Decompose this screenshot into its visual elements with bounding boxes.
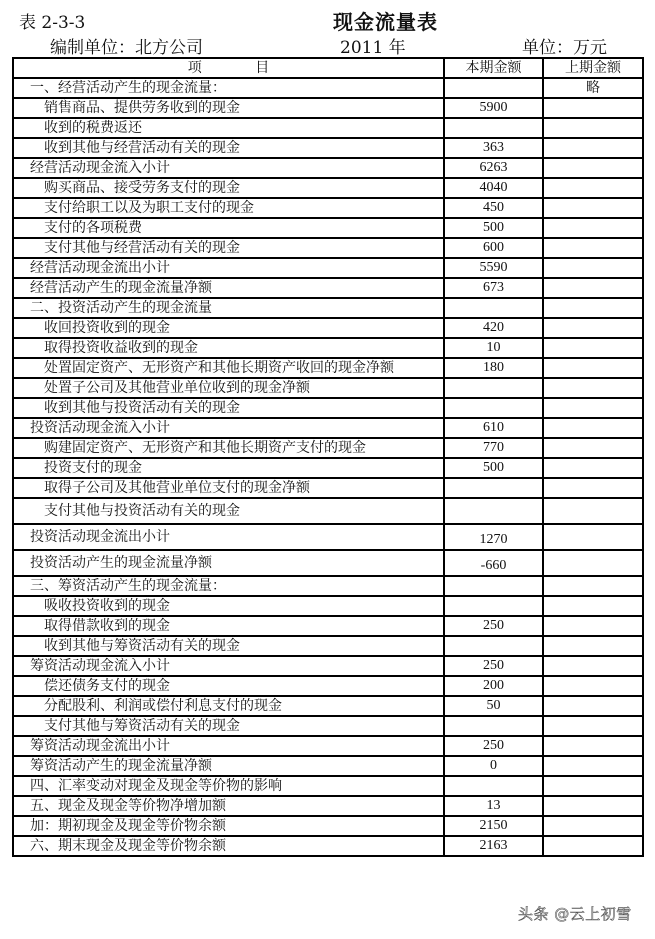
table-row — [13, 78, 643, 98]
row-previous-amount — [543, 218, 643, 238]
table-row — [13, 498, 643, 524]
row-item-label: 销售商品、提供劳务收到的现金 — [13, 98, 444, 118]
row-previous-amount — [543, 418, 643, 438]
row-item-label: 投资活动现金流出小计 — [13, 524, 444, 550]
table-row — [13, 258, 643, 278]
row-current-amount: 200 — [444, 676, 543, 696]
row-item-label: 筹资活动产生的现金流量净额 — [13, 756, 444, 776]
row-current-amount: 6263 — [444, 158, 543, 178]
row-item-label: 二、投资活动产生的现金流量 — [13, 298, 444, 318]
row-item-label: 支付的各项税费 — [13, 218, 444, 238]
row-previous-amount — [543, 776, 643, 796]
row-previous-amount — [543, 524, 643, 550]
row-item-label: 收到其他与投资活动有关的现金 — [13, 398, 444, 418]
row-item-label: 收到的税费返还 — [13, 118, 444, 138]
row-previous-amount — [543, 338, 643, 358]
table-row — [13, 550, 643, 576]
row-item-label: 投资支付的现金 — [13, 458, 444, 478]
row-previous-amount — [543, 836, 643, 856]
table-row — [13, 378, 643, 398]
table-row — [13, 676, 643, 696]
table-row — [13, 716, 643, 736]
row-item-label: 一、经营活动产生的现金流量： — [13, 78, 444, 98]
row-item-label: 购建固定资产、无形资产和其他长期资产支付的现金 — [13, 438, 444, 458]
watermark: 头条 @云上初雪 — [518, 905, 632, 923]
row-item-label: 分配股利、利润或偿付利息支付的现金 — [13, 696, 444, 716]
row-previous-amount — [543, 478, 643, 498]
table-row — [13, 524, 643, 550]
row-previous-amount — [543, 378, 643, 398]
table-row — [13, 438, 643, 458]
row-item-label: 筹资活动现金流入小计 — [13, 656, 444, 676]
row-previous-amount — [543, 676, 643, 696]
row-current-amount: 610 — [444, 418, 543, 438]
row-previous-amount — [543, 318, 643, 338]
row-item-label: 经营活动现金流入小计 — [13, 158, 444, 178]
table-row — [13, 776, 643, 796]
row-previous-amount — [543, 756, 643, 776]
row-previous-amount — [543, 576, 643, 596]
row-item-label: 三、筹资活动产生的现金流量： — [13, 576, 444, 596]
table-row — [13, 736, 643, 756]
table-row — [13, 338, 643, 358]
row-item-label: 投资活动现金流入小计 — [13, 418, 444, 438]
row-item-label: 加：期初现金及现金等价物余额 — [13, 816, 444, 836]
row-current-amount: 420 — [444, 318, 543, 338]
row-previous-amount — [543, 736, 643, 756]
row-previous-amount — [543, 298, 643, 318]
table-row — [13, 98, 643, 118]
row-current-amount: 13 — [444, 796, 543, 816]
table-row — [13, 238, 643, 258]
row-current-amount: 5900 — [444, 98, 543, 118]
table-row — [13, 616, 643, 636]
row-current-amount — [444, 636, 543, 656]
row-previous-amount — [543, 696, 643, 716]
row-current-amount: -660 — [444, 550, 543, 576]
table-row — [13, 278, 643, 298]
row-current-amount: 1270 — [444, 524, 543, 550]
row-previous-amount — [543, 238, 643, 258]
table-row — [13, 696, 643, 716]
row-current-amount: 600 — [444, 238, 543, 258]
table-row — [13, 298, 643, 318]
row-item-label: 五、现金及现金等价物净增加额 — [13, 796, 444, 816]
row-current-amount: 250 — [444, 656, 543, 676]
table-body — [13, 78, 643, 856]
row-previous-amount — [543, 178, 643, 198]
row-current-amount — [444, 78, 543, 98]
table-number: 表 2-3-3 — [19, 13, 86, 33]
row-previous-amount — [543, 458, 643, 478]
row-previous-amount — [543, 550, 643, 576]
row-item-label: 筹资活动现金流出小计 — [13, 736, 444, 756]
row-current-amount — [444, 398, 543, 418]
row-previous-amount — [543, 278, 643, 298]
row-current-amount: 50 — [444, 696, 543, 716]
table-row — [13, 816, 643, 836]
table-row — [13, 358, 643, 378]
row-current-amount — [444, 716, 543, 736]
row-item-label: 收到其他与经营活动有关的现金 — [13, 138, 444, 158]
row-previous-amount — [543, 616, 643, 636]
row-current-amount — [444, 378, 543, 398]
table-row — [13, 418, 643, 438]
row-current-amount — [444, 776, 543, 796]
row-previous-amount — [543, 258, 643, 278]
row-previous-amount — [543, 498, 643, 524]
row-current-amount: 4040 — [444, 178, 543, 198]
table-row — [13, 138, 643, 158]
table-row — [13, 576, 643, 596]
row-current-amount: 180 — [444, 358, 543, 378]
row-previous-amount — [543, 198, 643, 218]
row-current-amount: 250 — [444, 616, 543, 636]
row-current-amount — [444, 118, 543, 138]
table-header-row — [13, 58, 643, 78]
table-row — [13, 458, 643, 478]
row-previous-amount — [543, 816, 643, 836]
row-item-label: 收回投资收到的现金 — [13, 318, 444, 338]
row-item-label: 投资活动产生的现金流量净额 — [13, 550, 444, 576]
row-previous-amount — [543, 158, 643, 178]
currency-unit: 单位：万元 — [522, 38, 607, 58]
row-previous-amount — [543, 656, 643, 676]
row-previous-amount — [543, 398, 643, 418]
table-row — [13, 478, 643, 498]
row-current-amount: 500 — [444, 458, 543, 478]
row-item-label: 支付其他与经营活动有关的现金 — [13, 238, 444, 258]
row-current-amount: 500 — [444, 218, 543, 238]
row-previous-amount — [543, 98, 643, 118]
row-item-label: 取得借款收到的现金 — [13, 616, 444, 636]
table-row — [13, 398, 643, 418]
row-current-amount: 2163 — [444, 836, 543, 856]
table-row — [13, 158, 643, 178]
row-item-label: 六、期末现金及现金等价物余额 — [13, 836, 444, 856]
row-item-label: 支付给职工以及为职工支付的现金 — [13, 198, 444, 218]
row-item-label: 购买商品、接受劳务支付的现金 — [13, 178, 444, 198]
row-current-amount: 5590 — [444, 258, 543, 278]
table-row — [13, 318, 643, 338]
row-current-amount: 770 — [444, 438, 543, 458]
table-row — [13, 596, 643, 616]
row-current-amount — [444, 478, 543, 498]
table-row — [13, 178, 643, 198]
column-header-item: 项 目 — [13, 58, 444, 78]
column-header-current-amount: 本期金额 — [444, 58, 543, 78]
row-item-label: 经营活动现金流出小计 — [13, 258, 444, 278]
report-year: 2011 年 — [340, 38, 406, 58]
table-row — [13, 656, 643, 676]
row-previous-amount — [543, 138, 643, 158]
row-previous-amount — [543, 716, 643, 736]
row-current-amount: 450 — [444, 198, 543, 218]
row-current-amount — [444, 576, 543, 596]
row-item-label: 收到其他与筹资活动有关的现金 — [13, 636, 444, 656]
cash-flow-table — [12, 57, 644, 857]
row-current-amount: 2150 — [444, 816, 543, 836]
table-row — [13, 796, 643, 816]
table-row — [13, 218, 643, 238]
row-item-label: 处置固定资产、无形资产和其他长期资产收回的现金净额 — [13, 358, 444, 378]
table-row — [13, 836, 643, 856]
row-item-label: 经营活动产生的现金流量净额 — [13, 278, 444, 298]
row-current-amount — [444, 298, 543, 318]
row-current-amount — [444, 596, 543, 616]
reporting-company: 编制单位：北方公司 — [50, 38, 203, 58]
row-current-amount: 673 — [444, 278, 543, 298]
row-current-amount: 363 — [444, 138, 543, 158]
row-current-amount: 0 — [444, 756, 543, 776]
row-item-label: 取得子公司及其他营业单位支付的现金净额 — [13, 478, 444, 498]
row-previous-amount — [543, 358, 643, 378]
row-item-label: 支付其他与筹资活动有关的现金 — [13, 716, 444, 736]
row-previous-amount — [543, 438, 643, 458]
row-previous-amount — [543, 118, 643, 138]
row-previous-amount — [543, 596, 643, 616]
row-current-amount: 250 — [444, 736, 543, 756]
row-previous-amount — [543, 636, 643, 656]
column-header-previous-amount: 上期金额 — [543, 58, 643, 78]
row-item-label: 偿还债务支付的现金 — [13, 676, 444, 696]
row-previous-amount — [543, 796, 643, 816]
table-row — [13, 756, 643, 776]
row-current-amount — [444, 498, 543, 524]
row-item-label: 支付其他与投资活动有关的现金 — [13, 498, 444, 524]
row-item-label: 处置子公司及其他营业单位收到的现金净额 — [13, 378, 444, 398]
row-previous-amount: 略 — [543, 78, 643, 98]
table-row — [13, 636, 643, 656]
table-row — [13, 118, 643, 138]
row-item-label: 四、汇率变动对现金及现金等价物的影响 — [13, 776, 444, 796]
row-item-label: 吸收投资收到的现金 — [13, 596, 444, 616]
row-current-amount: 10 — [444, 338, 543, 358]
document-title: 现金流量表 — [333, 10, 438, 34]
table-row — [13, 198, 643, 218]
row-item-label: 取得投资收益收到的现金 — [13, 338, 444, 358]
